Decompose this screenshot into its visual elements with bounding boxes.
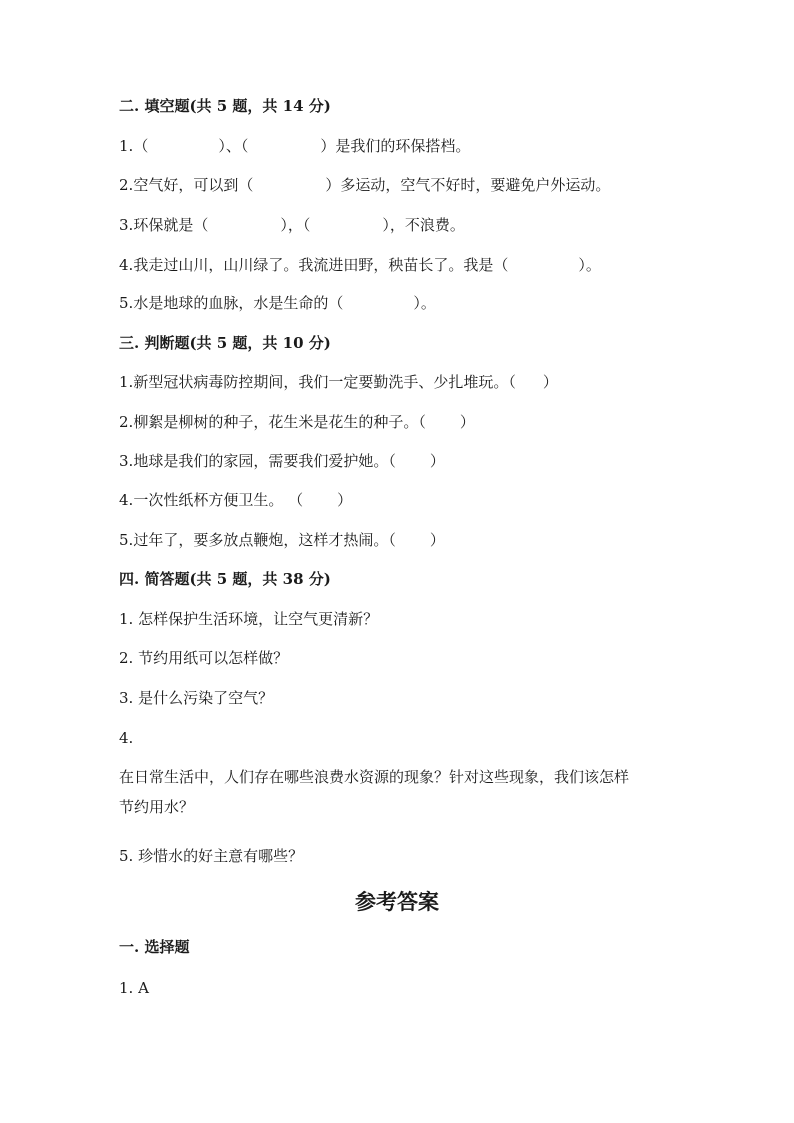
section-heading-short-answer: 四. 简答题(共 5 题，共 38 分) [119,570,331,588]
judge-question-3: 3.地球是我们的家园，需要我们爱护她。（ ） [119,452,445,470]
short-question-4-text-line1: 在日常生活中，人们存在哪些浪费水资源的现象？针对这些现象，我们该怎样 [119,768,630,786]
answer-key-title: 参考答案 [355,889,439,914]
fill-question-5: 5.水是地球的血脉，水是生命的（ ）。 [119,294,436,312]
judge-question-4: 4.一次性纸杯方便卫生。 （ ） [119,491,353,509]
short-question-4-text-line2: 节约用水？ [119,798,195,816]
judge-question-5: 5.过年了，要多放点鞭炮，这样才热闹。（ ） [119,531,445,549]
question-number: 1. [119,373,134,391]
question-number: 4. [119,491,134,509]
question-number: 2. [119,413,134,431]
fill-question-4: 4.我走过山川，山川绿了。我流进田野，秧苗长了。我是（ ）。 [119,256,601,274]
question-number: 3. [119,216,134,234]
fill-question-3: 3.环保就是（ ），（ ），不浪费。 [119,216,465,234]
answer-section-heading-choice: 一. 选择题 [119,938,190,956]
answer-item-1: 1. A [119,979,149,997]
section-heading-fill-in: 二. 填空题(共 5 题，共 14 分) [119,97,331,115]
fill-question-2: 2.空气好，可以到（ ）多运动，空气不好时，要避免户外运动。 [119,176,611,194]
section-heading-true-false: 三. 判断题(共 5 题，共 10 分) [119,334,331,352]
short-question-5: 5. 珍惜水的好主意有哪些？ [119,847,304,865]
question-number: 5. [119,294,134,312]
fill-question-1: 1.（ ）、（ ）是我们的环保搭档。 [119,137,471,155]
short-question-3: 3. 是什么污染了空气？ [119,689,274,707]
question-number: 5. [119,531,134,549]
question-number: 2. [119,176,134,194]
question-number: 3. [119,452,134,470]
question-number: 4. [119,256,134,274]
short-question-2: 2. 节约用纸可以怎样做？ [119,649,289,667]
short-question-1: 1. 怎样保护生活环境，让空气更清新？ [119,610,379,628]
judge-question-1: 1.新型冠状病毒防控期间，我们一定要勤洗手、少扎堆玩。（ ） [119,373,558,391]
short-question-4-number: 4. [119,729,134,747]
judge-question-2: 2.柳絮是柳树的种子，花生米是花生的种子。（ ） [119,413,475,431]
question-number: 1. [119,137,134,155]
